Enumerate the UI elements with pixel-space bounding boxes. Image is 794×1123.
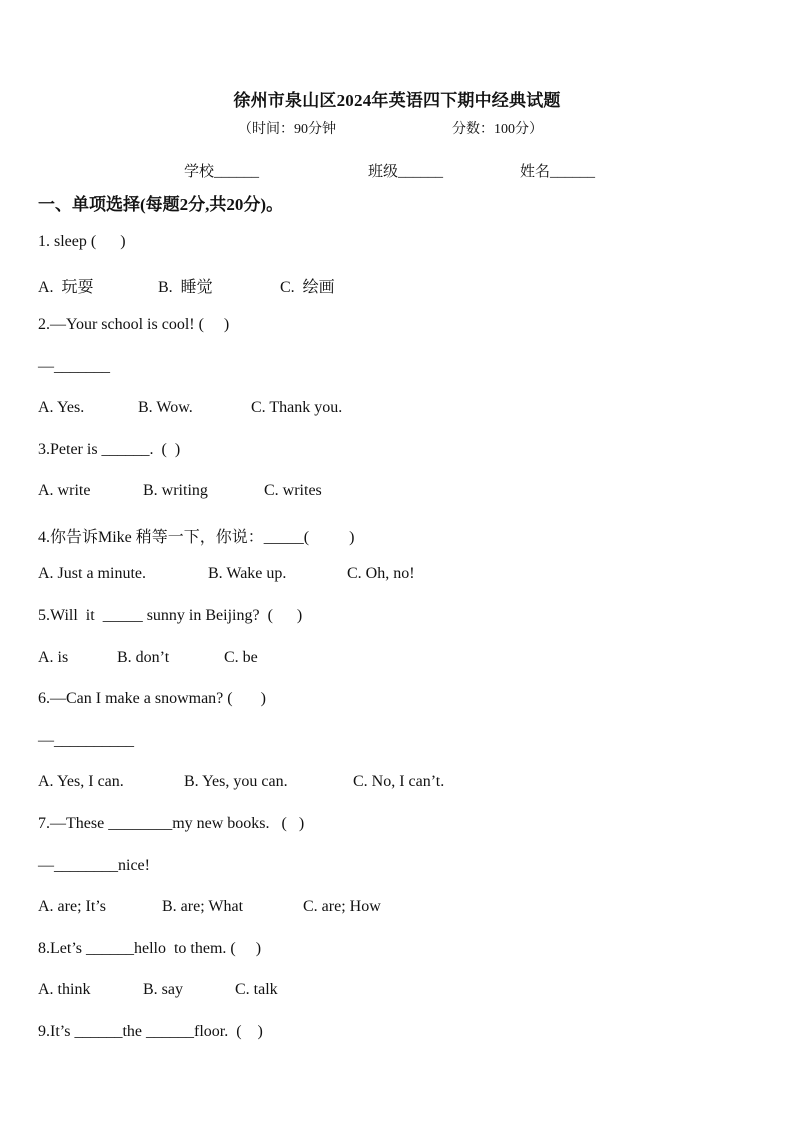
option-b: B. writing bbox=[143, 482, 208, 499]
class-field: 班级______ bbox=[368, 164, 444, 180]
exam-title: 徐州市泉山区2024年英语四下期中经典试题 bbox=[233, 91, 561, 110]
option-a: A. Yes. bbox=[38, 399, 85, 416]
answer-blank: —_______ bbox=[38, 358, 110, 375]
option-c: C. writes bbox=[264, 482, 322, 499]
option-c: C. be bbox=[224, 649, 258, 666]
option-c: C. No, I can’t. bbox=[353, 773, 445, 790]
option-b: B. 睡觉 bbox=[158, 279, 213, 296]
question-stem: 5.Will it _____ sunny in Beijing? ( ) bbox=[38, 607, 303, 624]
question-stem: 7.—These ________my new books. ( ) bbox=[38, 815, 305, 832]
answer-blank: —__________ bbox=[38, 732, 134, 749]
question-stem: 3.Peter is ______. ( ) bbox=[38, 441, 181, 458]
option-a: A. Yes, I can. bbox=[38, 773, 124, 790]
option-c: C. talk bbox=[235, 981, 278, 998]
name-field: 姓名______ bbox=[520, 164, 596, 180]
option-c: C. 绘画 bbox=[280, 279, 335, 296]
section-title: 一、单项选择(每题2分,共20分)。 bbox=[38, 195, 284, 214]
question-stem: 6.—Can I make a snowman? ( ) bbox=[38, 690, 266, 707]
option-c: C. Oh, no! bbox=[347, 565, 415, 582]
option-a: A. Just a minute. bbox=[38, 565, 146, 582]
question-stem: 8.Let’s ______hello to them. ( ) bbox=[38, 940, 262, 957]
exam-time: （时间：90分钟 bbox=[238, 122, 336, 137]
option-b: B. are; What bbox=[162, 898, 244, 915]
question-stem: 4.你告诉Mike 稍等一下，你说：_____( ) bbox=[38, 529, 355, 546]
option-a: A. think bbox=[38, 981, 91, 998]
option-c: C. are; How bbox=[303, 898, 381, 915]
option-a: A. are; It’s bbox=[38, 898, 106, 915]
option-b: B. Wow. bbox=[138, 399, 193, 416]
option-b: B. say bbox=[143, 981, 183, 998]
option-a: A. 玩耍 bbox=[38, 279, 94, 296]
question-stem: 1. sleep ( ) bbox=[38, 233, 126, 250]
option-b: B. Yes, you can. bbox=[184, 773, 288, 790]
exam-score: 分数：100分） bbox=[452, 122, 543, 137]
option-b: B. don’t bbox=[117, 649, 170, 666]
option-c: C. Thank you. bbox=[251, 399, 343, 416]
question-stem: 2.—Your school is cool! ( ) bbox=[38, 316, 230, 333]
school-field: 学校______ bbox=[184, 164, 260, 180]
answer-blank: —________nice! bbox=[38, 857, 150, 874]
option-a: A. write bbox=[38, 482, 91, 499]
option-b: B. Wake up. bbox=[208, 565, 287, 582]
option-a: A. is bbox=[38, 649, 69, 666]
question-stem: 9.It’s ______the ______floor. ( ) bbox=[38, 1023, 263, 1040]
